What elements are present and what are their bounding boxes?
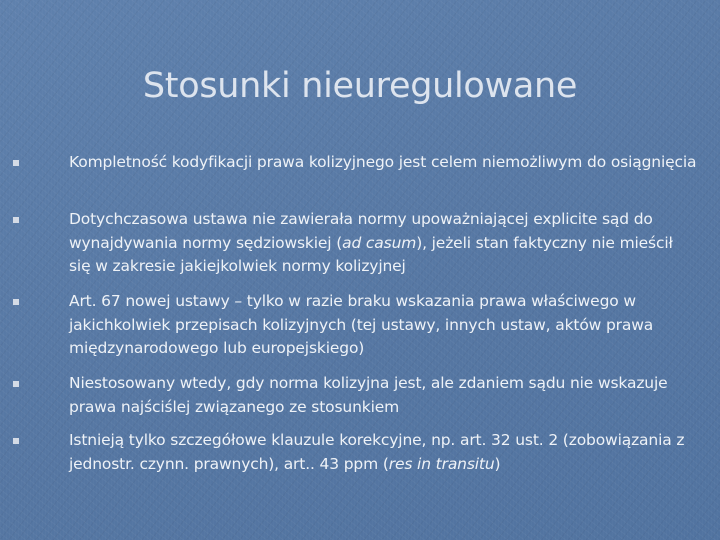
bullet-text [69, 208, 697, 279]
slide-title: Stosunki nieuregulowane [142, 66, 578, 106]
square-bullet-icon [13, 299, 19, 305]
bullet-text-italic: res in transitu [388, 454, 495, 473]
bullet-text [69, 372, 697, 419]
bullet-text-segment: Kompletność kodyfikacji prawa kolizyjnego jest celem niemożliwym do osiągnięcia [69, 153, 697, 171]
square-bullet-icon [13, 438, 19, 444]
bullet-text [69, 290, 697, 361]
bullet-text [69, 151, 697, 175]
bullet-text-segment: ) [494, 454, 501, 473]
bullet-text-segment: Dotychczasowa ustawa nie zawierała normy upoważniającej explicite sąd do wynajdywania normy sędziowskiej ( [69, 210, 653, 252]
bullet-text-segment: ), jeżeli stan faktyczny nie mieścił się w zakresie jakiejkolwiek normy kolizyjnej [69, 233, 673, 275]
bullet-text-segment: Istnieją tylko szczegółowe klauzule korekcyjne, np. art. 32 ust. 2 (zobowiązania z jednostr. czynn. prawnych), art.. 43 ppm ( [69, 431, 685, 473]
square-bullet-icon [13, 160, 19, 166]
bullet-text-segment: Art. 67 nowej ustawy – tylko w razie braku wskazania prawa właściwego w jakichkolwiek przepisach kolizyjnych (tej ustawy, innych ustaw, aktów prawa międzynarodowego lub europejskiego) [69, 292, 654, 357]
bullet-text [69, 429, 697, 476]
square-bullet-icon [13, 217, 19, 223]
bullet-text-italic: ad casum [342, 233, 417, 252]
bullet-text-segment: Niestosowany wtedy, gdy norma kolizyjna jest, ale zdaniem sądu nie wskazuje prawa najściślej związanego ze stosunkiem [69, 374, 668, 416]
square-bullet-icon [13, 381, 19, 387]
